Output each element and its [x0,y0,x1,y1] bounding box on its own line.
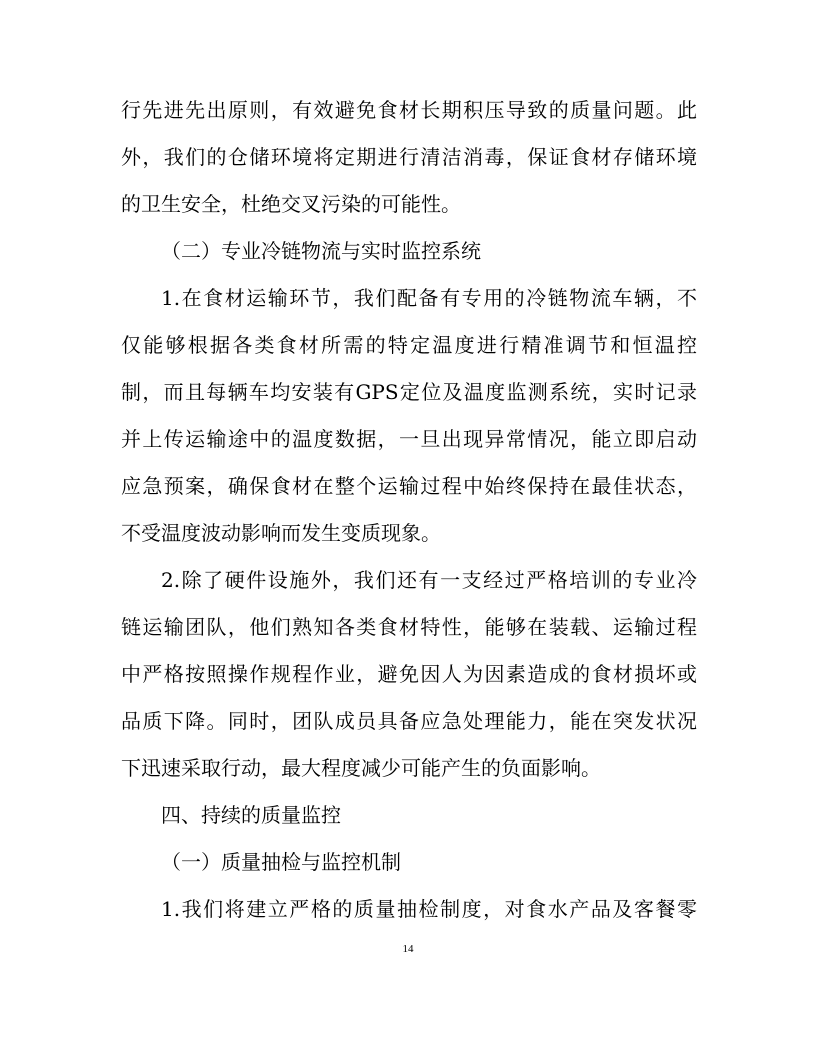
body-text-line: 行先进先出原则，有效避免食材长期积压导致的质量问题。此 [121,98,697,122]
subsection-heading: （一）质量抽检与监控机制 [161,850,401,874]
body-text-line: 制，而且每辆车均安装有GPS定位及温度监测系统，实时记录 [121,380,697,404]
section-heading: （二）专业冷链物流与实时监控系统 [161,239,481,263]
body-text-line: 品质下降。同时，团队成员具备应急处理能力，能在突发状况 [121,709,697,733]
body-text-line: 不受温度波动影响而发生变质现象。 [121,521,441,545]
page-number: 14 [402,943,414,955]
section-heading: 四、持续的质量监控 [161,803,341,827]
body-text-line: 仅能够根据各类食材所需的特定温度进行精准调节和恒温控 [121,333,697,357]
body-text-line: 应急预案，确保食材在整个运输过程中始终保持在最佳状态， [121,474,697,498]
body-text-line: 1.我们将建立严格的质量抽检制度，对食水产品及客餐零 [161,897,697,921]
body-text-line: 2.除了硬件设施外，我们还有一支经过严格培训的专业冷 [161,568,697,592]
body-text-line: 并上传运输途中的温度数据，一旦出现异常情况，能立即启动 [121,427,697,451]
body-text-line: 1.在食材运输环节，我们配备有专用的冷链物流车辆，不 [161,286,697,310]
body-text-line: 外，我们的仓储环境将定期进行清洁消毒，保证食材存储环境 [121,145,697,169]
body-text-line: 链运输团队，他们熟知各类食材特性，能够在装载、运输过程 [121,615,697,639]
body-text-line: 的卫生安全，杜绝交叉污染的可能性。 [121,192,461,216]
body-text-line: 中严格按照操作规程作业，避免因人为因素造成的食材损坏或 [121,662,697,686]
body-text-line: 下迅速采取行动，最大程度减少可能产生的负面影响。 [121,756,601,780]
